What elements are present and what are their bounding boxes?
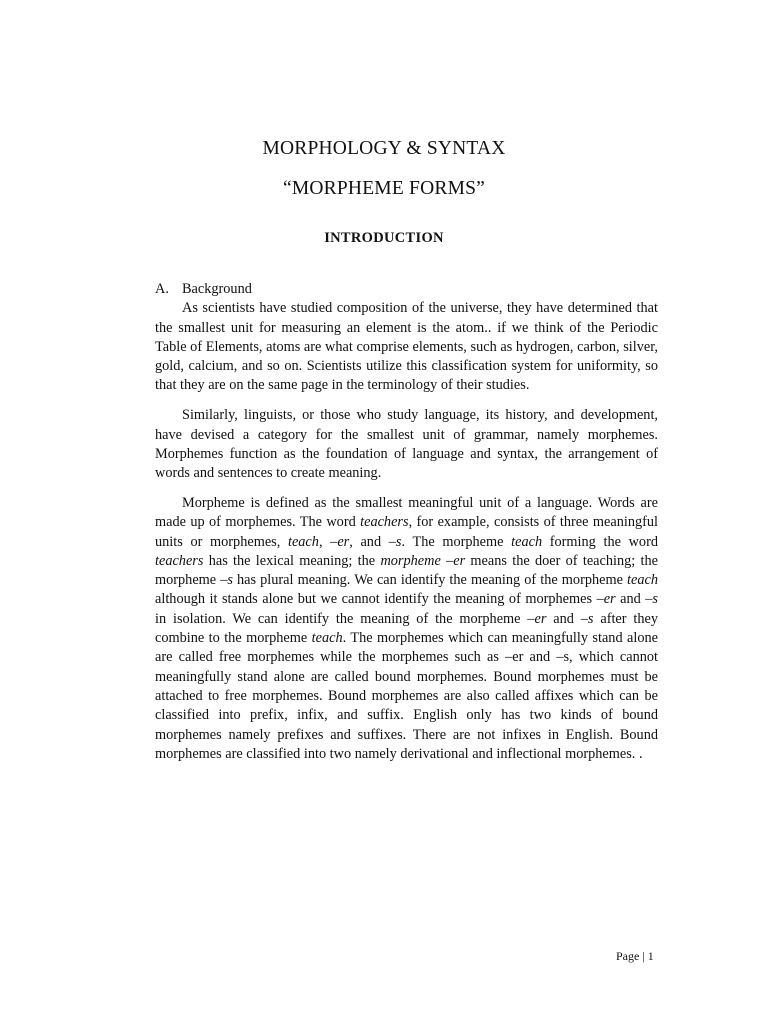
text-run: has plural meaning. We can identify the meaning of the morpheme [232,572,628,589]
text-run: although it stands alone but we cannot identify the meaning of morphemes [155,591,597,608]
italic-term: teach [287,533,319,550]
paragraph-3 [155,494,658,764]
italic-term: teachers [360,514,409,531]
page-number: Page | 1 [616,949,654,963]
italic-term: –s [580,610,594,627]
text-run: has the lexical meaning; the [203,552,381,569]
italic-term: teach [627,572,658,589]
text-run: Morpheme is defined as the smallest meaningful unit of a language. Words are made up of morphemes. The word [155,494,658,531]
italic-term: –s [388,533,402,550]
subsection-label: Background [182,281,252,297]
italic-term: –s [645,591,658,608]
text-run: means the doer of teaching; the morpheme [155,552,659,589]
document-title: MORPHOLOGY & SYNTAX [262,138,506,159]
text-run: after they combine to the morpheme [155,610,658,647]
subsection-heading [155,280,658,299]
italic-term: –er [596,591,616,608]
italic-term: –er [527,610,547,627]
text-run: . The morphemes which can meaningfully stand alone are called free morphemes while the morphemes such as –er and –s, which cannot meaningfully stand alone are called bound morphemes. Bound morphemes must be attached to free morphemes. Bound morphemes are also called affixes which can be classified into prefix, infix, and suffix. English only has two kinds of bound morphemes namely prefixes and suffixes. There are not infixes in English. Bound morphemes are classified into two namely derivational and inflectional morphemes. . [155,630,658,762]
italic-term: morpheme –er [380,552,466,569]
paragraph-2: Similarly, linguists, or those who study language, its history, and development, have devised a category for the smallest unit of grammar, namely morphemes. Morphemes function as the foundation of language and syntax, the arrangement of words and sentences to create meaning. [155,407,658,482]
text-run: . The morpheme [401,533,512,550]
body-text [155,280,658,764]
text-run: , and [349,533,389,550]
italic-term: teachers [155,552,204,569]
text-run: and [546,610,581,627]
text-run: , [318,533,331,550]
subsection-marker: A. [155,281,169,297]
italic-term: –s [220,572,233,589]
italic-term: –er [330,533,350,550]
paragraph-1: As scientists have studied composition of the universe, they have determined that the smallest unit for measuring an element is the atom.. if we think of the Periodic Table of Elements, atoms are what comprise elements, such as hydrogen, carbon, silver, gold, calcium, and so on. Scientists utilize this classification system for uniformity, so that they are on the same page in the terminology of their studies. [155,300,658,394]
text-run: , for example, consists of three meaningful units or morphemes, [155,514,658,550]
italic-term: teach [511,533,543,550]
document-subtitle: “MORPHEME FORMS” [282,178,486,199]
section-heading: INTRODUCTION [324,230,444,246]
text-run: and [615,591,646,608]
text-run: in isolation. We can identify the meaning of the morpheme [155,610,528,627]
text-run: forming the word [542,533,658,550]
italic-term: teach [311,630,343,647]
